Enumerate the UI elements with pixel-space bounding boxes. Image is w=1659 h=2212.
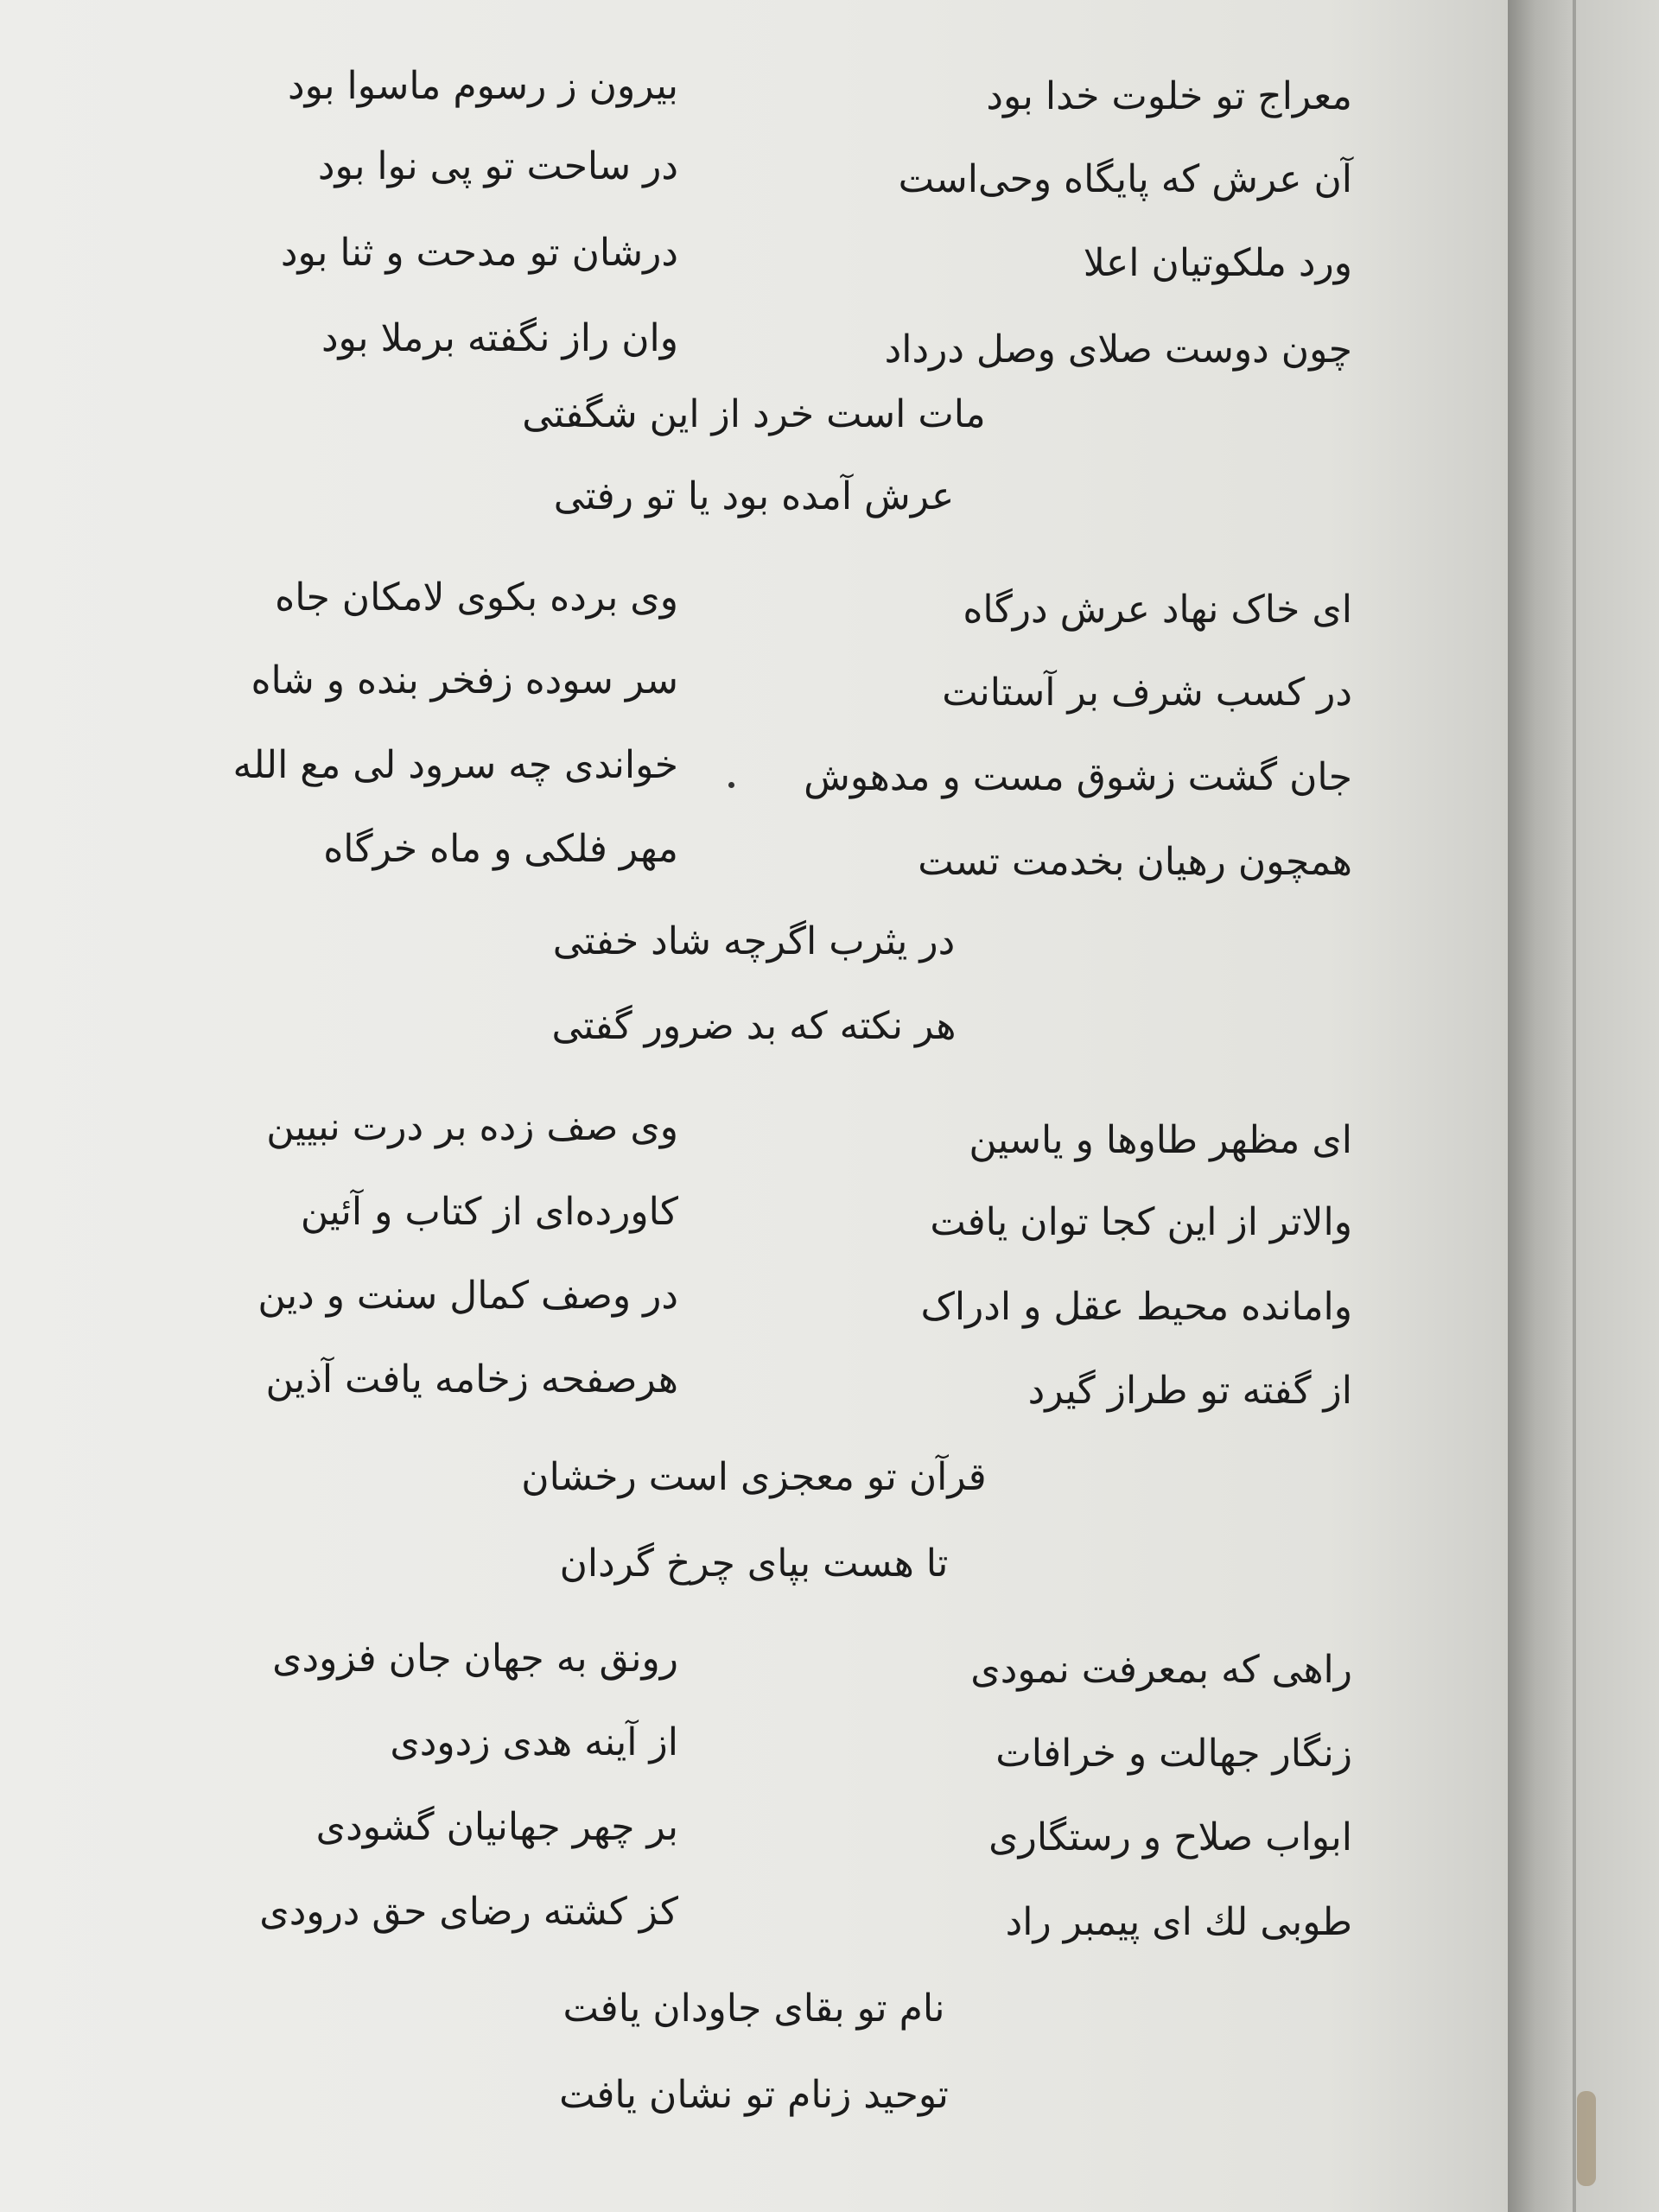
couplet-right-line: والاتر از این کجا توان یافت — [930, 1200, 1352, 1244]
couplet-right-line: چون دوست صلای وصل درداد — [884, 327, 1352, 372]
couplet-left-line: رونق به جهان جان فزودی — [272, 1637, 678, 1681]
page-stain — [1577, 2091, 1596, 2186]
couplet-right-line: ورد ملکوتیان اعلا — [1083, 241, 1352, 285]
couplet-left-line: درشان تو مدحت و ثنا بود — [280, 231, 678, 275]
couplet-right-line: طوبی لك ای پیمبر راد — [1005, 1900, 1352, 1944]
couplet-right-line: راهی که بمعرفت نمودی — [970, 1648, 1352, 1692]
couplet-left-line: خواندی چه سرود لی مع الله — [232, 743, 678, 787]
couplet-left-line: بر چهر جهانیان گشودی — [315, 1805, 678, 1849]
refrain-line: قرآن تو معجزی است رخشان — [521, 1455, 987, 1499]
refrain-line: تا هست بپای چرخ گردان — [559, 1541, 949, 1586]
couplet-right-line: آن عرش که پایگاه وحی‌است — [898, 157, 1352, 201]
couplet-right-line: در کسب شرف بر آستانت — [942, 671, 1352, 715]
couplet-left-line: سر سوده زفخر بنده و شاه — [251, 658, 678, 702]
couplet-right-line: ای خاک نهاد عرش درگاه — [963, 588, 1352, 632]
couplet-left-line: در وصف کمال سنت و دین — [257, 1274, 678, 1318]
couplet-right-line: زنگار جهالت و خرافات — [995, 1732, 1352, 1776]
refrain-line: نام تو بقای جاودان یافت — [563, 1986, 945, 2031]
couplet-left-line: هرصفحه زخامه یافت آذین — [265, 1357, 678, 1402]
couplet-right-line: ای مظهر طاوها و یاسین — [969, 1118, 1352, 1162]
couplet-left-line: وی برده بکوی لامکان جاه — [275, 575, 678, 620]
couplet-right-line: ابواب صلاح و رستگاری — [988, 1815, 1352, 1859]
refrain-line: مات است خرد از این شگفتی — [522, 392, 986, 436]
couplet-right-line: جان گشت زشوق مست و مدهوش — [804, 755, 1352, 799]
couplet-left-line: بیرون ز رسوم ماسوا بود — [287, 64, 678, 108]
couplet-left-line: مهر فلکی و ماه خرگاه — [323, 827, 678, 871]
refrain-line: هر نکته که بد ضرور گفتی — [551, 1004, 957, 1048]
ink-dot — [728, 782, 734, 788]
refrain-line: توحید زنام تو نشان یافت — [559, 2073, 949, 2117]
book-binding — [1508, 0, 1659, 2212]
couplet-right-line: از گفته تو طراز گیرد — [1027, 1369, 1352, 1413]
couplet-left-line: کز کشته رضای حق درودی — [259, 1890, 678, 1934]
refrain-line: در یثرب اگرچه شاد خفتی — [552, 919, 956, 963]
couplet-right-line: معراج تو خلوت خدا بود — [986, 74, 1352, 118]
couplet-left-line: در ساحت تو پی نوا بود — [317, 144, 678, 188]
couplet-left-line: وان راز نگفته برملا بود — [321, 316, 678, 360]
couplet-left-line: از آینه هدی زدودی — [390, 1720, 678, 1764]
couplet-left-line: وی صف زده بر درت نبیین — [266, 1105, 678, 1149]
couplet-right-line: وامانده محیط عقل و ادراک — [920, 1285, 1352, 1329]
binding-edge — [1573, 0, 1576, 2212]
couplet-right-line: همچون رهیان بخدمت تست — [918, 840, 1352, 884]
refrain-line: عرش آمده بود یا تو رفتی — [553, 474, 955, 518]
couplet-left-line: کاورده‌ای از کتاب و آئین — [300, 1190, 678, 1234]
